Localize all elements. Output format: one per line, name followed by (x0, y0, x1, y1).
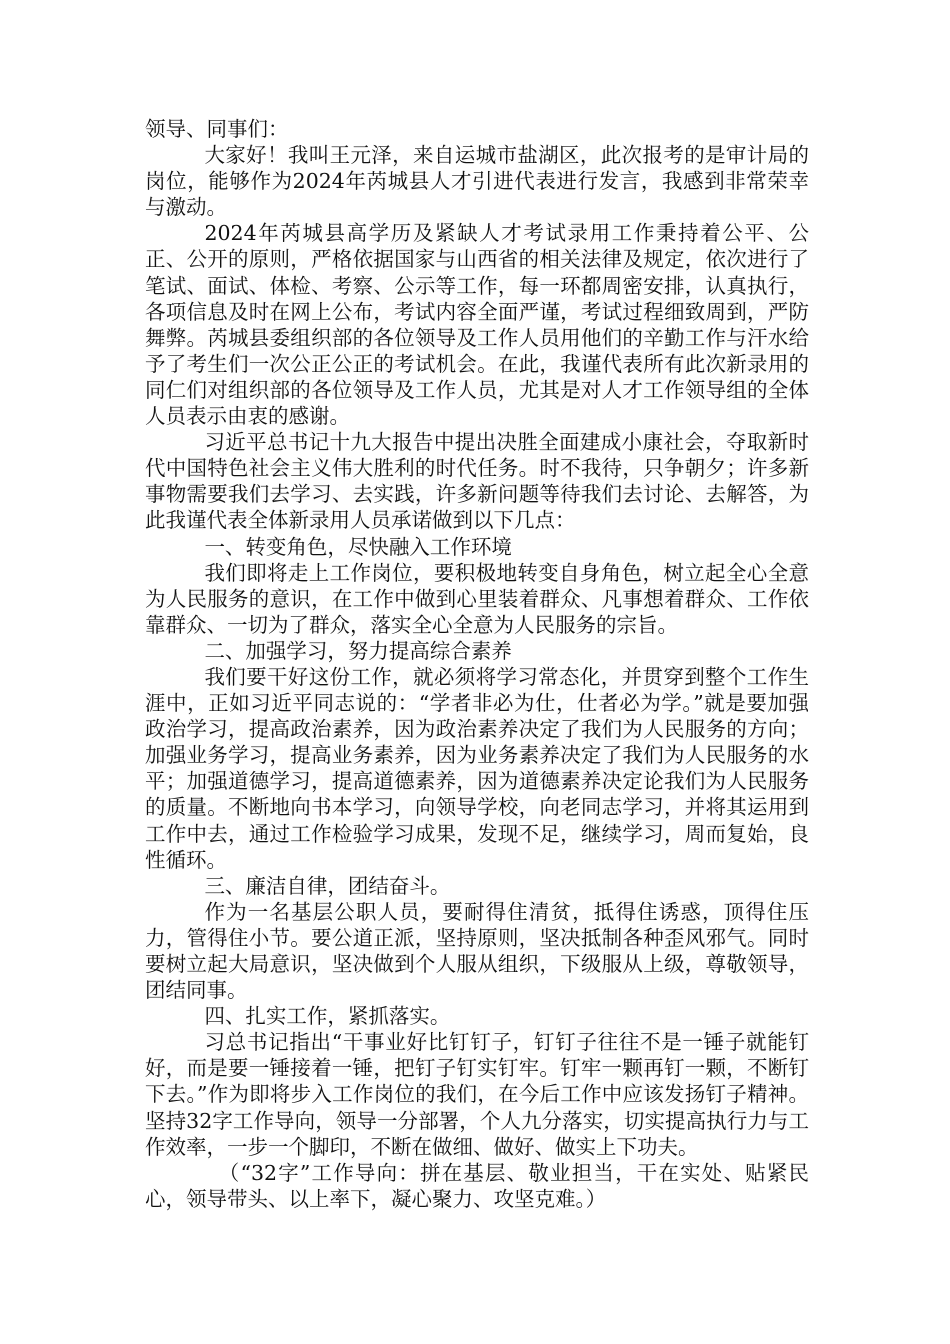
document-body (145, 116, 809, 1212)
paragraph-point-1: 我们即将走上工作岗位，要积极地转变自身角色，树立起全心全意为人民服务的意识，在工作中做到心里装着群众、凡事想着群众、工作依靠群众、一切为了群众，落实全心全意为人民服务的宗旨。 (145, 560, 809, 637)
heading-point-3: 三、廉洁自律，团结奋斗。 (204, 873, 451, 898)
heading-point-2: 二、加强学习，努力提高综合素养 (204, 638, 512, 663)
heading-point-1: 一、转变角色，尽快融入工作环境 (204, 534, 512, 559)
paragraph-exam-process: 2024年芮城县高学历及紧缺人才考试录用工作秉持着公平、公正、公开的原则，严格依据国家与山西省的相关法律及规定，依次进行了笔试、面试、体检、考察、公示等工作，每一环都周密安排，认真执行，各项信息及时在网上公布，考试内容全面严谨，考试过程细致周到，严防舞弊。芮城县委组织部的各位领导及工作人员用他们的辛勤工作与汗水给予了考生们一次公正公正的考试机会。在此，我谨代表所有此次新录用的同仁们对组织部的各位领导及工作人员，尤其是对人才工作领导组的全体人员表示由衷的感谢。 (145, 221, 809, 429)
paragraph-era-task: 习近平总书记十九大报告中提出决胜全面建成小康社会，夺取新时代中国特色社会主义伟大胜利的时代任务。时不我待，只争朝夕；许多新事物需要我们去学习、去实践，许多新问题等待我们去讨论、去解答，为此我谨代表全体新录用人员承诺做到以下几点： (145, 430, 809, 533)
paragraph-greeting: 大家好！我叫王元泽，来自运城市盐湖区，此次报考的是审计局的岗位，能够作为2024年芮城县人才引进代表进行发言，我感到非常荣幸与激动。 (145, 143, 809, 220)
salutation: 领导、同事们： (145, 117, 289, 141)
paragraph-point-2: 我们要干好这份工作，就必须将学习常态化，并贯穿到整个工作生涯中，正如习近平同志说的：“学者非必为仕，仕者必为学。”就是要加强政治学习，提高政治素养，因为政治素养决定了我们为人民服务的方向；加强业务学习，提高业务素养，因为业务素养决定了我们为人民服务的水平；加强道德学习，提高道德素养，因为道德素养决定论我们为人民服务的质量。不断地向书本学习，向领导学校，向老同志学习，并将其运用到工作中去，通过工作检验学习成果，发现不足，继续学习，周而复始，良性循环。 (145, 664, 809, 872)
heading-point-4: 四、扎实工作，紧抓落实。 (204, 1004, 451, 1029)
paragraph-point-3: 作为一名基层公职人员，要耐得住清贫，抵得住诱惑，顶得住压力，管得住小节。要公道正派，坚持原则，坚决抵制各种歪风邪气。同时要树立起大局意识，坚决做到个人服从组织，下级服从上级，尊敬领导，团结同事。 (145, 899, 809, 1003)
paragraph-point-4: 习总书记指出“干事业好比钉钉子，钉钉子往往不是一锤子就能钉好，而是要一锤接着一锤，把钉子钉实钉牢。钉牢一颗再钉一颗，不断钉下去。”作为即将步入工作岗位的我们，在今后工作中应该发扬钉子精神。坚持32字工作导向，领导一分部署，个人九分落实，切实提高执行力与工作效率，一步一个脚印，不断在做细、做好、做实上下功夫。 (145, 1030, 809, 1159)
note-32-characters: （“32字”工作导向：拼在基层、敬业担当，干在实处、贴紧民心，领导带头、以上率下，凝心聚力、攻坚克难。） (145, 1160, 809, 1211)
